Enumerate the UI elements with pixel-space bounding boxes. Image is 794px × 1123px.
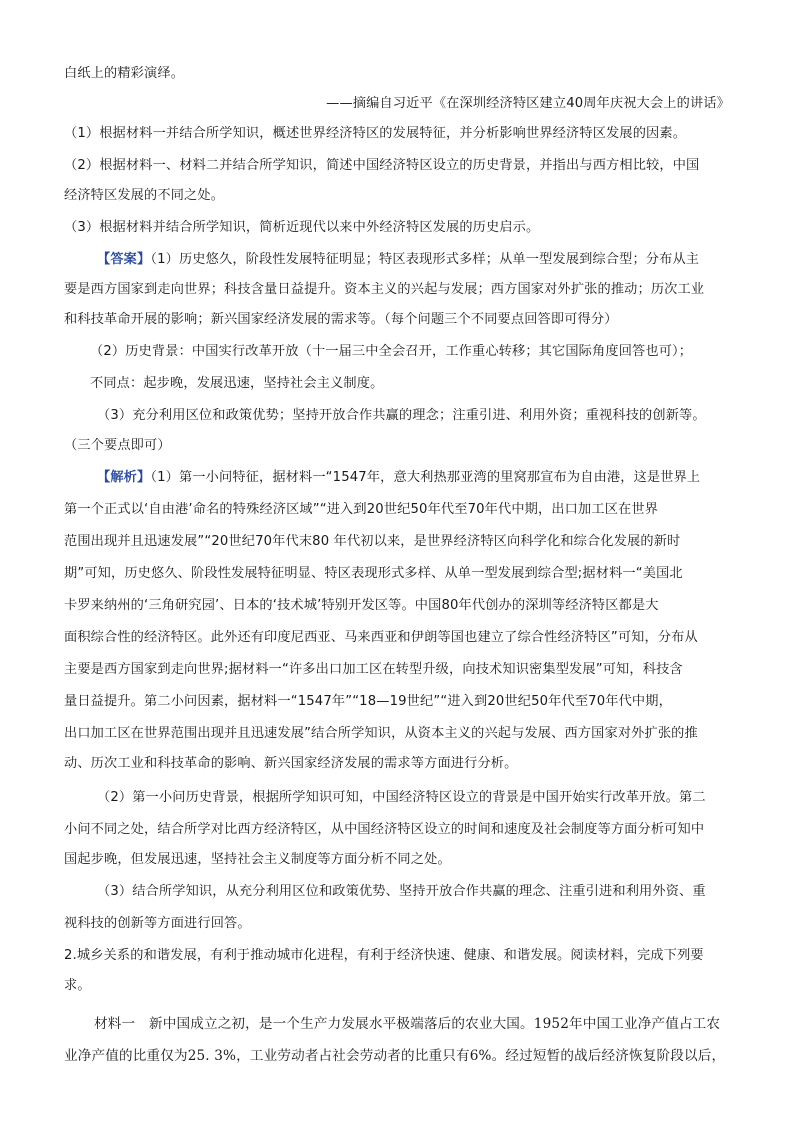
analysis-line-3: 范围出现并且迅速发展”“20世纪70年代末80 年代初以来，是世界经济特区向科学化和综合化发展的新时 xyxy=(64,534,681,549)
analysis-line-9: 出口加工区在世界范围出现并且迅速发展”结合所学知识，从资本主义的兴起与发展、西方国家对外扩张的推 xyxy=(64,726,698,741)
answer-line-7: （三个要点即可） xyxy=(64,438,171,453)
analysis-line-10: 动、历次工业和科技革命的影响、新兴国家经济发展的需求等方面进行分析。 xyxy=(64,756,518,771)
analysis-line-15: 视科技的创新等方面进行回答。 xyxy=(64,916,251,931)
material-one-line-2: 业净产值的比重仅为25. 3%，工业劳动者占社会劳动者的比重只有6%。经过短暂的战后经济恢复阶段以后， xyxy=(64,1048,726,1064)
analysis-line-8: 量日益提升。第二小问因素，据材料一“1547年”“18—19世纪”“进入到20世纪50年代至70年代中期， xyxy=(64,694,672,709)
question-3: （3）根据材料并结合所学知识，简析近现代以来中外经济特区发展的历史启示。 xyxy=(64,220,540,235)
analysis-line-5: 卡罗来纳州的‘三角研究园’、日本的‘技术城’特别开发区等。中国80年代创办的深圳等经济特区都是大 xyxy=(64,598,659,613)
question-2-intro-line-2: 求。 xyxy=(64,978,91,993)
question-2-line-2: 经济特区发展的不同之处。 xyxy=(64,188,225,203)
material-end-line: 白纸上的精彩演绎。 xyxy=(64,66,185,81)
question-2-line-1: （2）根据材料一、材料二并结合所学知识，简述中国经济特区设立的历史背景，并指出与西方相比较，中国 xyxy=(64,158,700,173)
analysis-line-7: 主要是西方国家到走向世界;据材料一“许多出口加工区在转型升级，向技术知识密集型发展”可知，科技含 xyxy=(64,662,683,677)
analysis-text: （1）第一小问特征，据材料一“1547年，意大利热那亚湾的里窝那宣布为自由港，这是世界上 xyxy=(150,470,701,485)
question-1: （1）根据材料一并结合所学知识，概述世界经济特区的发展特征，并分析影响世界经济特区发展的因素。 xyxy=(64,126,687,141)
answer-line-2: 要是西方国家到走向世界；科技含量日益提升。资本主义的兴起与发展；西方国家对外扩张的推动；历次工业 xyxy=(64,282,705,297)
analysis-line-14: （3）结合所学知识，从充分利用区位和政策优势、坚持开放合作共赢的理念、注重引进和利用外资、重 xyxy=(97,884,706,899)
answer-line-3: 和科技革命开展的影响；新兴国家经济发展的需求等。（每个问题三个不同要点回答即可得分） xyxy=(64,312,618,327)
analysis-line-11: （2）第一小问历史背景，根据所学知识可知，中国经济特区设立的背景是中国开始实行改革开放。第二 xyxy=(97,790,706,805)
question-2-intro-line-1: 2.城乡关系的和谐发展，有利于推动城市化进程，有利于经济快速、健康、和谐发展。阅读材料，完成下列要 xyxy=(64,948,704,963)
answer-line-4: （2）历史背景：中国实行改革开放（十一届三中全会召开，工作重心转移；其它国际角度回答也可）； xyxy=(90,344,693,359)
analysis-line-1 xyxy=(97,468,700,488)
analysis-line-12: 小问不同之处，结合所学对比西方经济特区，从中国经济特区设立的时间和速度及社会制度等方面分析可知中 xyxy=(64,822,705,837)
analysis-tag: 【解析】 xyxy=(97,470,151,485)
answer-line-6: （3）充分利用区位和政策优势；坚持开放合作共赢的理念；注重引进、利用外资；重视科技的创新等。 xyxy=(97,408,706,423)
answer-text: （1）历史悠久，阶段性发展特征明显；特区表现形式多样；从单一型发展到综合型；分布从主 xyxy=(150,252,700,267)
answer-tag: 【答案】 xyxy=(97,252,151,267)
citation-line: ——摘编自习近平《在深圳经济特区建立40周年庆祝大会上的讲话》 xyxy=(326,96,730,111)
answer-line-1 xyxy=(97,250,699,270)
answer-line-5: 不同点：起步晚，发展迅速，坚持社会主义制度。 xyxy=(90,376,384,391)
analysis-line-2: 第一个正式以‘自由港’命名的特殊经济区域”“进入到20世纪50年代至70年代中期，出口加工区在世界 xyxy=(64,502,659,517)
analysis-line-13: 国起步晚，但发展迅速，坚持社会主义制度等方面分析不同之处。 xyxy=(64,852,451,867)
analysis-line-6: 面积综合性的经济特区。此外还有印度尼西亚、马来西亚和伊朗等国也建立了综合性经济特区”可知，分布从 xyxy=(64,630,698,645)
analysis-line-4: 期”可知，历史悠久、阶段性发展特征明显、特区表现形式多样、从单一型发展到综合型;据材料一“美国北 xyxy=(64,566,683,581)
material-one-line-1: 材料一 新中国成立之初，是一个生产力发展水平极端落后的农业大国。1952年中国工业净产值占工农 xyxy=(94,1016,721,1032)
